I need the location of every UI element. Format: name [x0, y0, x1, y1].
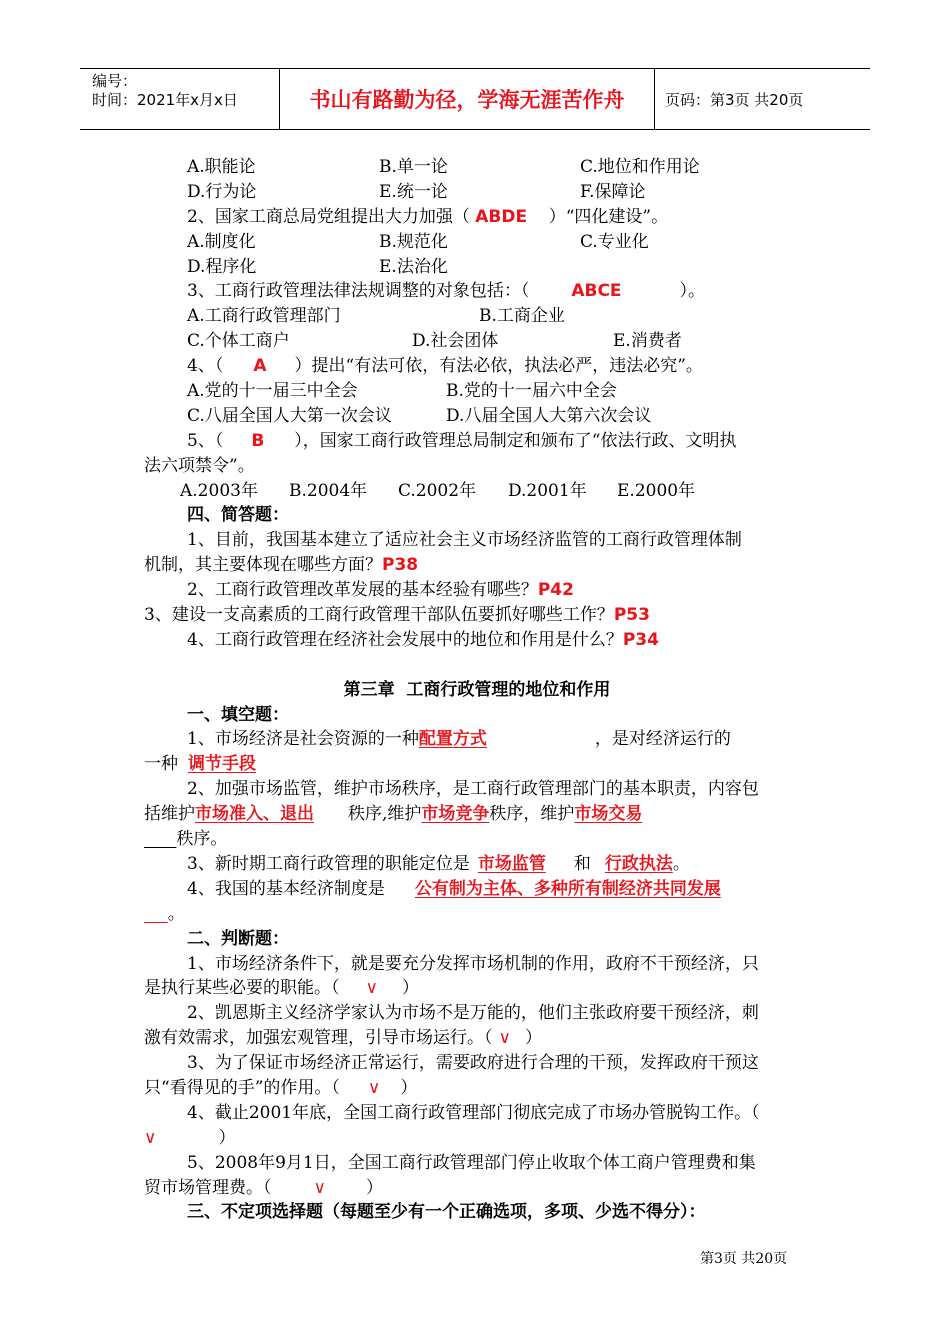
judge-1-line1: 1、市场经济条件下，就是要充分发挥市场机制的作用，政府不干预经济，只: [187, 953, 759, 974]
answer-q4: A: [253, 356, 267, 377]
judge-3-line1: 3、为了保证市场经济正常运行，需要政府进行合理的干预，发挥政府干预这: [187, 1053, 759, 1074]
answer-j4: ∨: [144, 1127, 157, 1148]
answer-f3a: 市场监管: [477, 853, 546, 874]
fill-1-line1: 1、市场经济是社会资源的一种配置方式 ，是对经济运行的: [187, 729, 731, 750]
answer-j2: ∨: [498, 1028, 511, 1049]
fill-3: 3、新时期工商行政管理的职能定位是 市场监管 和 行政执法。: [187, 853, 690, 874]
judge-1-line2: 是执行某些必要的职能。（ ∨ ）: [144, 978, 419, 999]
question-4: 4、（ A ）提出“有法可依，有法必依，执法必严，违法必究”。: [187, 356, 703, 377]
fill-4: 4、我国的基本经济制度是 公有制为主体、多种所有制经济共同发展: [187, 878, 721, 899]
fill-1-line2: 一种 调节手段: [144, 752, 810, 777]
judge-3-line2: 只“看得见的手”的作用。（ ∨ ）: [144, 1077, 418, 1098]
header-number: 编号：: [92, 72, 138, 90]
judge-5-line2: 贸市场管理费。（ ∨ ）: [144, 1177, 383, 1198]
q4-options-row2: C.八届全国人大第一次会议 D.八届全国人大第六次会议: [187, 405, 652, 426]
question-3: 3、工商行政管理法律法规调整的对象包括：（ ABCE ）。: [187, 281, 706, 302]
sec4-q1-line1: 1、目前，我国基本建立了适应社会主义市场经济监管的工商行政管理体制: [187, 530, 742, 551]
header-time: 时间：2021年x月x日: [92, 91, 238, 109]
answer-f4: 公有制为主体、多种所有制经济共同发展: [414, 878, 721, 899]
question-5-line2: 法六项禁令”。: [144, 455, 255, 476]
answer-j5: ∨: [313, 1177, 326, 1198]
q3-options-row2: C.个体工商户 D.社会团体 E.消费者: [187, 331, 682, 352]
q5-options: A.2003年 B.2004年 C.2002年 D.2001年 E.2000年: [180, 480, 696, 501]
fill-4-line2: 。: [167, 903, 185, 924]
fill-2-line1: 2、加强市场监管，维护市场秩序，是工商行政管理部门的基本职责，内容包: [187, 779, 759, 800]
fill-2-line2: 括维护市场准入、退出 秩序,维护市场竞争秩序，维护市场交易: [144, 802, 810, 827]
sec4-q2: 2、工商行政管理改革发展的基本经验有哪些？P42: [187, 580, 574, 601]
header-meta: [80, 69, 280, 129]
answer-f2a: 市场准入、退出: [195, 804, 314, 825]
header-motto: 书山有路勤为径，学海无涯苦作舟: [280, 69, 655, 129]
answer-f1b: 调节手段: [188, 754, 256, 775]
q2-options-row1: A.制度化 B.规范化 C.专业化: [187, 231, 649, 252]
judge-2-line2: 激有效需求，加强宏观管理，引导市场运行。（ ∨ ）: [144, 1028, 542, 1049]
q4-options-row1: A.党的十一届三中全会 B.党的十一届六中全会: [187, 381, 617, 402]
sec4-q4: 4、工商行政管理在经济社会发展中的地位和作用是什么？P34: [187, 629, 659, 650]
judge-title: 二、判断题：: [187, 928, 289, 949]
judge-4-line2: ∨ ）: [144, 1127, 236, 1148]
multi-choice-title: 三、不定项选择题（每题至少有一个正确选项，多项、少选不得分）：: [187, 1202, 706, 1223]
q2-options-row2: D.程序化 E.法治化: [187, 256, 448, 277]
answer-j1: ∨: [365, 978, 378, 999]
answer-f2b: 市场竞争: [421, 804, 490, 825]
answer-q5: B: [251, 430, 265, 451]
answer-f3b: 行政执法: [604, 853, 673, 874]
sec4-q3: 3、建设一支高素质的工商行政管理干部队伍要抓好哪些工作？P53: [144, 605, 650, 626]
fill-blank-title: 一、填空题：: [187, 704, 289, 725]
chapter-3-title: 第三章 工商行政管理的地位和作用: [343, 679, 611, 700]
sec4-q1-line2: 机制，其主要体现在哪些方面？P38: [144, 555, 419, 576]
fill-2-line3: 秩序。: [176, 829, 228, 850]
judge-4-line1: 4、截止2001年底，全国工商行政管理部门彻底完成了市场办管脱钩工作。（: [187, 1102, 760, 1123]
header-page-info: 页码：第3页 共20页: [665, 90, 804, 109]
answer-q3: ABCE: [571, 281, 622, 302]
judge-2-line1: 2、凯恩斯主义经济学家认为市场不是万能的，他们主张政府要干预经济，刺: [187, 1003, 759, 1024]
judge-5-line1: 5、2008年9月1日，全国工商行政管理部门停止收取个体工商户管理费和集: [187, 1152, 756, 1173]
answer-j3: ∨: [367, 1077, 381, 1098]
answer-q2: ABDE: [475, 206, 528, 227]
page-header: [80, 68, 870, 130]
answer-f2c: 市场交易: [574, 804, 643, 825]
page-footer: 第3页 共20页: [700, 1251, 788, 1267]
answer-f1: 配置方式: [418, 729, 487, 750]
section-4-title: 四、简答题：: [187, 505, 289, 526]
q3-options-row1: A.工商行政管理部门 B.工商企业: [187, 306, 565, 327]
q1-options-row2: D.行为论 E.统一论 F.保障论: [187, 181, 646, 202]
question-5: 5、（ B ），国家工商行政管理总局制定和颁布了“依法行政、文明执: [187, 430, 737, 451]
question-2: 2、国家工商总局党组提出大力加强（ ABDE ）“四化建设”。: [187, 206, 669, 227]
q1-options-row1: A.职能论 B.单一论 C.地位和作用论: [187, 157, 700, 177]
document-body: [144, 155, 810, 1225]
